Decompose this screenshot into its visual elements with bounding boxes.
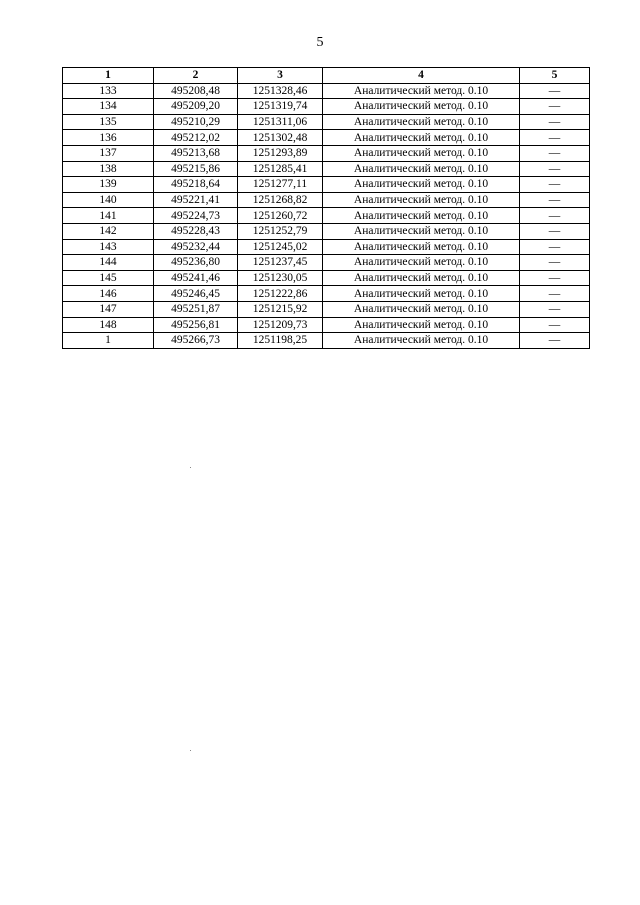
table-cell-col-3: 1251328,46 — [238, 83, 323, 99]
table-cell-col-2: 495241,46 — [154, 270, 238, 286]
table-row — [63, 83, 590, 99]
table-cell-col-4: Аналитический метод. 0.10 — [323, 83, 520, 99]
table-header-row — [63, 68, 590, 84]
table-cell-col-3: 1251215,92 — [238, 301, 323, 317]
table-cell-col-5: — — [520, 317, 590, 333]
table-cell-col-5: — — [520, 99, 590, 115]
table-cell-col-4: Аналитический метод. 0.10 — [323, 301, 520, 317]
table-cell-col-1: 138 — [63, 161, 154, 177]
table-cell-col-4: Аналитический метод. 0.10 — [323, 223, 520, 239]
table-row — [63, 317, 590, 333]
table-cell-col-4: Аналитический метод. 0.10 — [323, 208, 520, 224]
table-cell-col-3: 1251230,05 — [238, 270, 323, 286]
table-cell-col-4: Аналитический метод. 0.10 — [323, 333, 520, 349]
table-cell-col-1: 140 — [63, 192, 154, 208]
table-cell-col-3: 1251302,48 — [238, 130, 323, 146]
table-cell-col-2: 495210,29 — [154, 114, 238, 130]
coordinates-table — [62, 67, 590, 349]
table-cell-col-4: Аналитический метод. 0.10 — [323, 192, 520, 208]
table-cell-col-3: 1251285,41 — [238, 161, 323, 177]
table-cell-col-4: Аналитический метод. 0.10 — [323, 239, 520, 255]
table-cell-col-5: — — [520, 145, 590, 161]
table-cell-col-2: 495221,41 — [154, 192, 238, 208]
table-cell-col-1: 141 — [63, 208, 154, 224]
table-cell-col-2: 495209,20 — [154, 99, 238, 115]
table-cell-col-2: 495246,45 — [154, 286, 238, 302]
table-cell-col-1: 135 — [63, 114, 154, 130]
table-cell-col-4: Аналитический метод. 0.10 — [323, 255, 520, 271]
table-cell-col-3: 1251311,06 — [238, 114, 323, 130]
table-cell-col-3: 1251209,73 — [238, 317, 323, 333]
table-cell-col-4: Аналитический метод. 0.10 — [323, 317, 520, 333]
table-cell-col-1: 1 — [63, 333, 154, 349]
table-row — [63, 333, 590, 349]
table-cell-col-3: 1251268,82 — [238, 192, 323, 208]
table-cell-col-3: 1251260,72 — [238, 208, 323, 224]
table-cell-col-2: 495213,68 — [154, 145, 238, 161]
table-cell-col-4: Аналитический метод. 0.10 — [323, 286, 520, 302]
table-cell-col-2: 495218,64 — [154, 177, 238, 193]
table-cell-col-2: 495215,86 — [154, 161, 238, 177]
table-cell-col-5: — — [520, 270, 590, 286]
table-row — [63, 177, 590, 193]
table-cell-col-3: 1251252,79 — [238, 223, 323, 239]
table-cell-col-5: — — [520, 130, 590, 146]
table-cell-col-1: 133 — [63, 83, 154, 99]
table-cell-col-2: 495251,87 — [154, 301, 238, 317]
table-cell-col-2: 495232,44 — [154, 239, 238, 255]
table-cell-col-1: 143 — [63, 239, 154, 255]
table-row — [63, 270, 590, 286]
table-cell-col-2: 495228,43 — [154, 223, 238, 239]
table-cell-col-5: — — [520, 223, 590, 239]
table-cell-col-3: 1251222,86 — [238, 286, 323, 302]
table-row — [63, 286, 590, 302]
table-cell-col-1: 139 — [63, 177, 154, 193]
table-cell-col-3: 1251293,89 — [238, 145, 323, 161]
table-cell-col-3: 1251245,02 — [238, 239, 323, 255]
table-row — [63, 114, 590, 130]
table-cell-col-2: 495266,73 — [154, 333, 238, 349]
table-row — [63, 223, 590, 239]
table-cell-col-5: — — [520, 239, 590, 255]
table-cell-col-1: 147 — [63, 301, 154, 317]
table-cell-col-3: 1251198,25 — [238, 333, 323, 349]
table-row — [63, 192, 590, 208]
table-cell-col-4: Аналитический метод. 0.10 — [323, 99, 520, 115]
table-cell-col-4: Аналитический метод. 0.10 — [323, 161, 520, 177]
table-row — [63, 255, 590, 271]
table-cell-col-5: — — [520, 286, 590, 302]
table-cell-col-4: Аналитический метод. 0.10 — [323, 270, 520, 286]
table-cell-col-5: — — [520, 333, 590, 349]
table-cell-col-5: — — [520, 114, 590, 130]
table-cell-col-1: 142 — [63, 223, 154, 239]
table-cell-col-4: Аналитический метод. 0.10 — [323, 130, 520, 146]
table-cell-col-1: 136 — [63, 130, 154, 146]
table-row — [63, 301, 590, 317]
header-col-3: 3 — [238, 68, 323, 84]
table-cell-col-3: 1251319,74 — [238, 99, 323, 115]
table-cell-col-1: 148 — [63, 317, 154, 333]
table-cell-col-1: 137 — [63, 145, 154, 161]
table-row — [63, 145, 590, 161]
table-cell-col-2: 495224,73 — [154, 208, 238, 224]
table-cell-col-3: 1251237,45 — [238, 255, 323, 271]
table-cell-col-2: 495212,02 — [154, 130, 238, 146]
scan-speck — [190, 467, 191, 468]
table-cell-col-4: Аналитический метод. 0.10 — [323, 145, 520, 161]
table-row — [63, 130, 590, 146]
table-cell-col-1: 134 — [63, 99, 154, 115]
table-cell-col-1: 144 — [63, 255, 154, 271]
table-row — [63, 208, 590, 224]
header-col-4: 4 — [323, 68, 520, 84]
table-body — [63, 83, 590, 348]
table-cell-col-3: 1251277,11 — [238, 177, 323, 193]
table-row — [63, 161, 590, 177]
scan-speck — [190, 750, 191, 751]
table-cell-col-2: 495208,48 — [154, 83, 238, 99]
table-cell-col-4: Аналитический метод. 0.10 — [323, 114, 520, 130]
table-row — [63, 99, 590, 115]
table-cell-col-1: 146 — [63, 286, 154, 302]
page-number: 5 — [316, 35, 324, 50]
table-cell-col-2: 495236,80 — [154, 255, 238, 271]
table-cell-col-5: — — [520, 255, 590, 271]
table-cell-col-5: — — [520, 177, 590, 193]
table-row — [63, 239, 590, 255]
table-cell-col-5: — — [520, 301, 590, 317]
table-cell-col-5: — — [520, 192, 590, 208]
table-cell-col-5: — — [520, 161, 590, 177]
table-cell-col-4: Аналитический метод. 0.10 — [323, 177, 520, 193]
table-cell-col-1: 145 — [63, 270, 154, 286]
table-cell-col-5: — — [520, 83, 590, 99]
header-col-5: 5 — [520, 68, 590, 84]
header-col-1: 1 — [63, 68, 154, 84]
table-cell-col-5: — — [520, 208, 590, 224]
table-cell-col-2: 495256,81 — [154, 317, 238, 333]
header-col-2: 2 — [154, 68, 238, 84]
